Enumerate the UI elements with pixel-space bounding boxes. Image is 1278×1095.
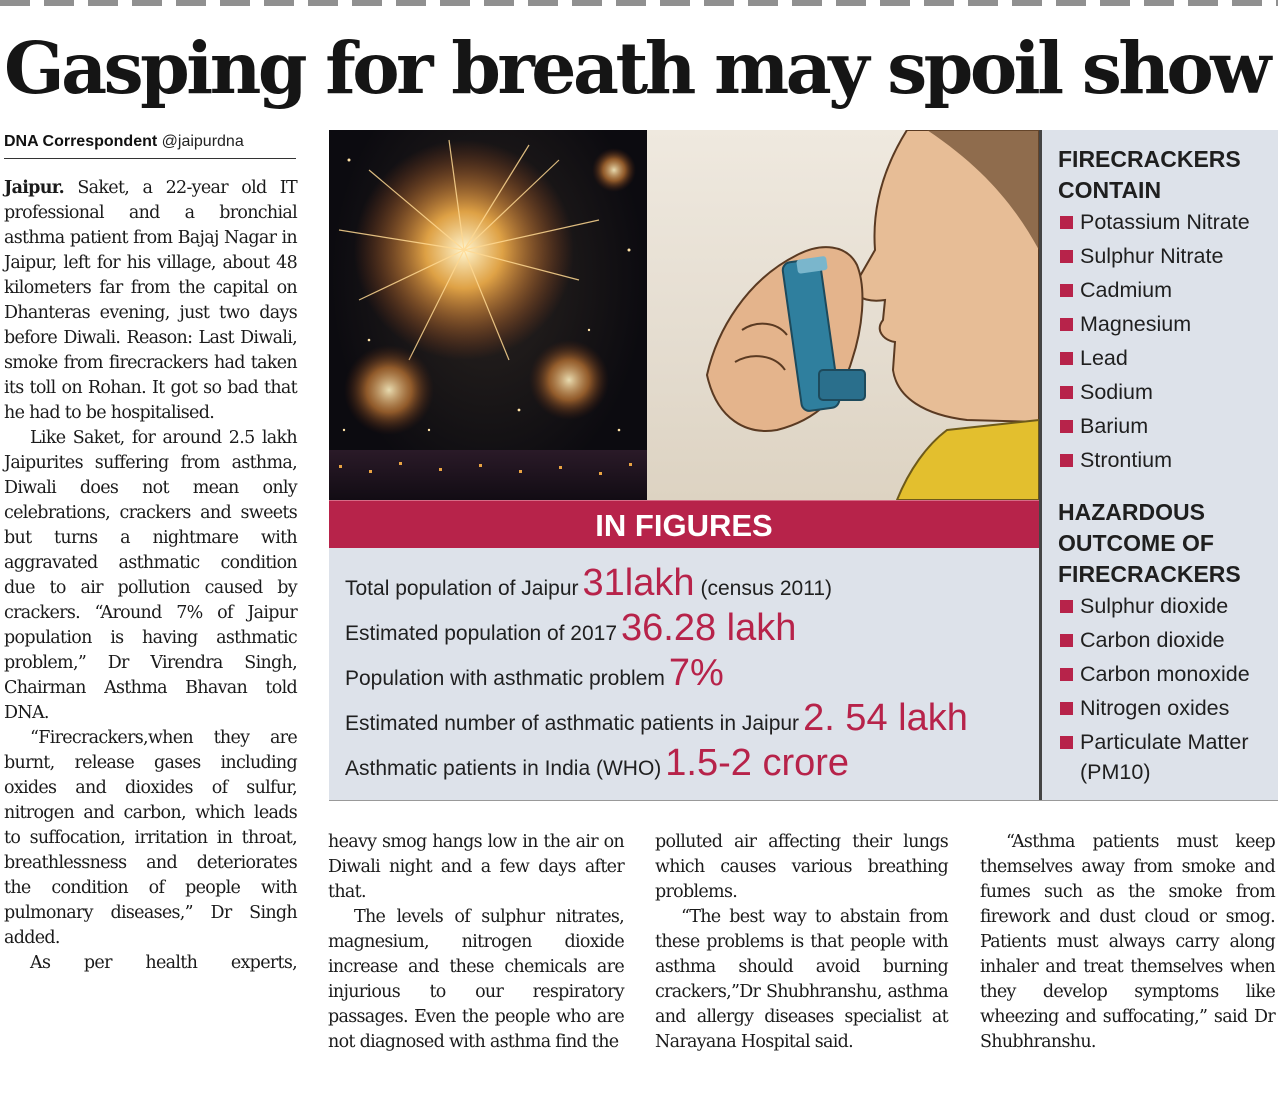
bullet-square-icon	[1060, 284, 1073, 297]
dateline: Jaipur.	[4, 178, 65, 198]
contain-item	[1058, 241, 1273, 271]
bullet-square-icon	[1060, 600, 1073, 613]
paragraph	[4, 176, 297, 426]
figure-row	[345, 697, 968, 740]
figure-label: Population with asthmatic problem	[345, 667, 665, 690]
contain-item	[1058, 309, 1273, 339]
hazard-item-label: Sulphur dioxide	[1080, 594, 1229, 618]
inhaler-illustration	[647, 130, 1039, 500]
hazard-item-label: Carbon dioxide	[1080, 628, 1225, 652]
bullet-square-icon	[1060, 454, 1073, 467]
article-column-1	[4, 176, 297, 976]
in-figures-heading: IN FIGURES	[595, 508, 773, 543]
figure-value: 2. 54 lakh	[803, 697, 968, 739]
contain-item-label: Sodium	[1080, 380, 1153, 404]
figure-row	[345, 652, 724, 695]
figure-label: Asthmatic patients in India (WHO)	[345, 757, 662, 780]
figure-value: 36.28 lakh	[621, 607, 797, 649]
contain-item-label: Lead	[1080, 346, 1128, 370]
paragraph: The levels of sulphur nitrates, magnesium, nitrogen dioxide increase and these chemicals are injurious to our respiratory passages. Even the people who are not diagnosed with asthma find the	[328, 907, 624, 1052]
contain-item	[1058, 377, 1273, 407]
paragraph: “Asthma patients must keep themselves away from smoke and fumes such as the smoke from firework and dust cloud or smog. Patients must always carry along inhaler and treat themselves when they develop symptoms like wheezing and suffocating,” said Dr Shubhranshu.	[980, 832, 1275, 1052]
cropped-previous-text-strip	[0, 0, 1278, 6]
contain-heading: FIRECRACKERS CONTAIN	[1058, 146, 1241, 203]
byline-author: DNA Correspondent	[4, 133, 158, 150]
bullet-square-icon	[1060, 420, 1073, 433]
headline: Gasping for breath may spoil show	[4, 26, 1268, 110]
paragraph: heavy smog hangs low in the air on Diwali night and a few days after that.	[328, 832, 624, 902]
panel-bottom-rule	[329, 800, 1278, 801]
man-with-inhaler-image	[647, 130, 1039, 500]
contain-item	[1058, 275, 1273, 305]
in-figures-banner	[329, 500, 1039, 549]
contain-item	[1058, 343, 1273, 373]
bullet-square-icon	[1060, 216, 1073, 229]
figure-label: Estimated number of asthmatic patients in Jaipur	[345, 712, 800, 735]
bullet-square-icon	[1060, 250, 1073, 263]
contain-item	[1058, 207, 1273, 237]
firecrackers-sidebar	[1039, 130, 1278, 800]
figure-label: Total population of Jaipur	[345, 577, 579, 600]
paragraph: “Firecrackers,when they are burnt, release gases including oxides and dioxides of sulfur, nitrogen and carbon, which leads to suffocation, irritation in throat, breathlessness and deteriorates the condition of people with pulmonary diseases,” Dr Singh added.	[4, 728, 297, 948]
contain-item-label: Potassium Nitrate	[1080, 210, 1250, 234]
hazard-item	[1058, 659, 1273, 689]
hazard-heading: HAZARDOUS OUTCOME OF FIRECRACKERS	[1058, 499, 1241, 587]
contain-item-label: Sulphur Nitrate	[1080, 244, 1224, 268]
figure-label: Estimated population of 2017	[345, 622, 618, 645]
figure-row	[345, 742, 849, 785]
byline	[4, 130, 296, 159]
bullet-square-icon	[1060, 702, 1073, 715]
fireworks-image	[329, 130, 647, 500]
figure-note: (census 2011)	[700, 577, 833, 600]
figure-row	[345, 607, 796, 650]
hazard-item-label: Nitrogen oxides	[1080, 696, 1230, 720]
bullet-square-icon	[1060, 668, 1073, 681]
article-column-4	[980, 830, 1275, 1055]
figure-value: 1.5-2 crore	[665, 742, 850, 784]
hazard-item	[1058, 625, 1273, 655]
hazard-item-label: Carbon monoxide	[1080, 662, 1250, 686]
paragraph: “The best way to abstain from these problems is that people with asthma should avoid burning crackers,”Dr Shubhranshu, asthma and allergy diseases specialist at Narayana Hospital said.	[655, 907, 948, 1052]
contain-item	[1058, 445, 1273, 475]
hazard-item	[1058, 727, 1273, 787]
contain-item-label: Barium	[1080, 414, 1149, 438]
figure-row	[345, 562, 832, 605]
bullet-square-icon	[1060, 634, 1073, 647]
paragraph: Like Saket, for around 2.5 lakh Jaipurites suffering from asthma, Diwali does not mean only celebrations, crackers and sweets but turns a nightmare with aggravated asthmatic condition due to air pollution caused by crackers. “Around 7% of Jaipur population is having asthmatic problem,” Dr Virendra Singh, Chairman Asthma Bhavan told DNA.	[4, 428, 297, 723]
article-column-2	[328, 830, 624, 1055]
contain-item-label: Magnesium	[1080, 312, 1192, 336]
article-column-3	[655, 830, 948, 1055]
contain-item-label: Cadmium	[1080, 278, 1172, 302]
paragraph: As per health experts,	[30, 953, 297, 973]
bullet-square-icon	[1060, 736, 1073, 749]
paragraph-text: Saket, a 22-year old IT professional and a bronchial asthma patient from Bajaj Nagar in Jaipur, left for his village, about 48 kilometers far from the capital on Dhanteras evening, just two days before Diwali. Reason: Last Diwali, smoke from firecrackers had taken its toll on Rohan. It got so bad that he had to be hospitalised.	[4, 178, 297, 423]
contain-item	[1058, 411, 1273, 441]
fireworks-photo	[329, 130, 647, 500]
figure-value: 31lakh	[582, 562, 695, 604]
photo-illustration	[329, 130, 1039, 500]
bullet-square-icon	[1060, 386, 1073, 399]
paragraph: polluted air affecting their lungs which causes various breathing problems.	[655, 832, 948, 902]
bullet-square-icon	[1060, 318, 1073, 331]
figures-panel	[329, 548, 1039, 800]
hazard-item	[1058, 693, 1273, 723]
figure-value: 7%	[668, 652, 724, 694]
contain-item-label: Strontium	[1080, 448, 1173, 472]
hazard-item-label: Particulate Matter (PM10)	[1080, 730, 1249, 784]
byline-handle: @jaipurdna	[161, 133, 244, 150]
bullet-square-icon	[1060, 352, 1073, 365]
hazard-item	[1058, 591, 1273, 621]
